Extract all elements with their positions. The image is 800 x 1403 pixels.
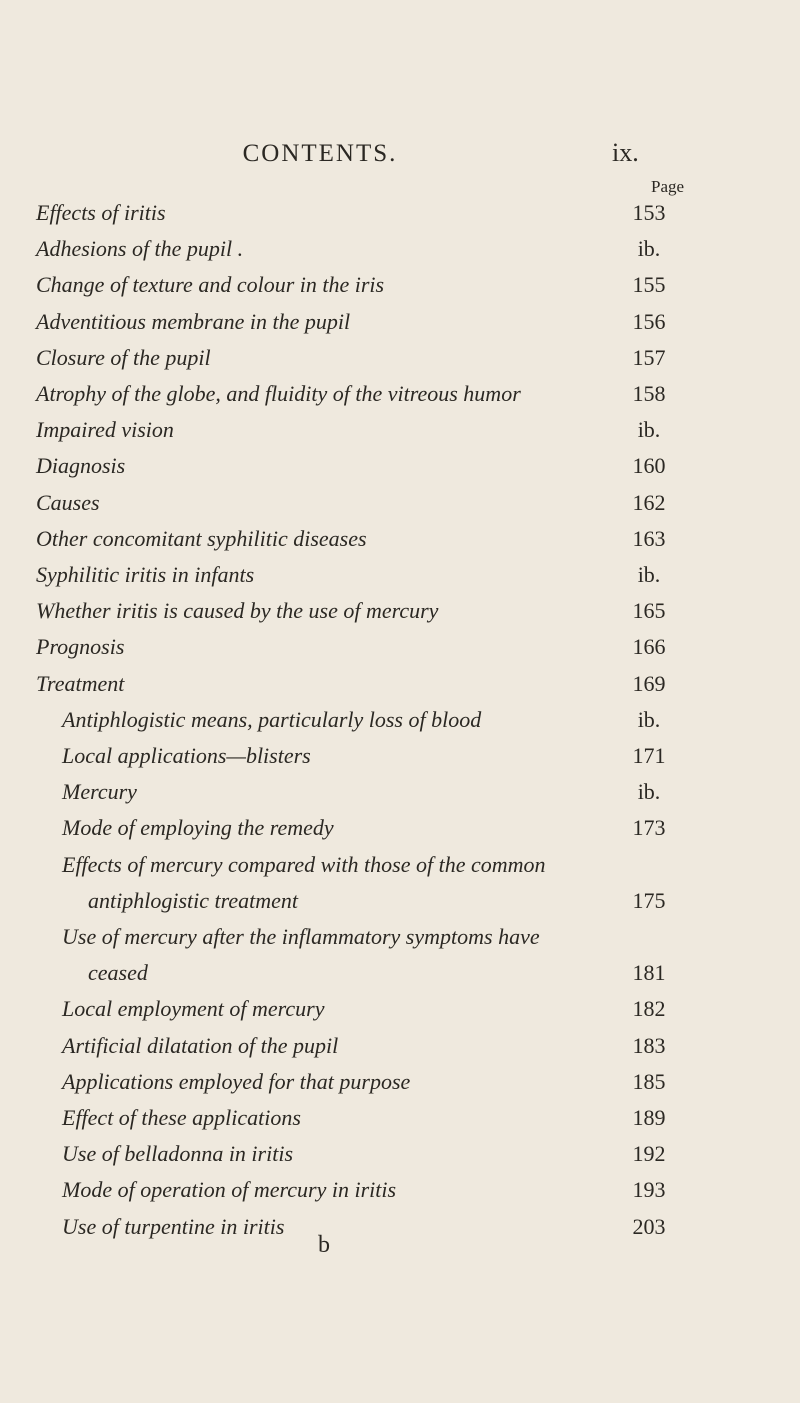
toc-entry-title: Mode of employing the remedy — [62, 815, 334, 840]
toc-entry-title: ceased — [88, 960, 148, 985]
toc-entry — [62, 705, 726, 735]
toc-entry-page: 203 — [632, 1214, 666, 1239]
toc-entry-title: Impaired vision — [36, 417, 174, 442]
toc-entry-title: Use of mercury after the inflammatory symptoms have — [62, 924, 540, 949]
toc-entry-page: 158 — [632, 381, 666, 406]
page-title: CONTENTS. — [242, 140, 398, 167]
toc-entry-page: 160 — [632, 453, 666, 478]
toc-entry-title: Prognosis — [36, 634, 125, 659]
toc-entry-title: Change of texture and colour in the iris — [36, 272, 385, 297]
toc-entry — [62, 1031, 726, 1061]
toc-entry — [62, 1175, 726, 1205]
toc-entry-page: 175 — [632, 888, 666, 913]
toc-entry-page: 156 — [632, 309, 666, 334]
toc-entry-title: Treatment — [36, 671, 125, 696]
toc-entry-title: Syphilitic iritis in infants — [36, 562, 255, 587]
toc-entry-page: ib. — [637, 707, 661, 732]
toc-entry-page: 189 — [632, 1105, 666, 1130]
toc-entry-title: Causes — [36, 490, 100, 515]
toc-entry-title: Applications employed for that purpose — [62, 1069, 411, 1094]
toc-entry — [36, 415, 726, 445]
toc-entry-page: ib. — [637, 779, 661, 804]
toc-entry-page: 157 — [632, 345, 666, 370]
toc-entry — [36, 270, 726, 300]
toc-entry-title: Antiphlogistic means, particularly loss of blood — [62, 707, 482, 732]
toc-entry — [62, 777, 726, 807]
toc-entry-page: 171 — [632, 743, 666, 768]
toc-entry-page: 165 — [632, 598, 666, 623]
toc-entry-title: Effect of these applications — [62, 1105, 301, 1130]
toc-entry-title: Whether iritis is caused by the use of mercury — [36, 598, 439, 623]
toc-entry-title: Effects of mercury compared with those of the common — [62, 852, 546, 877]
page-column-label: Page — [651, 177, 685, 196]
toc-entry-title: Adhesions of the pupil . — [36, 236, 244, 261]
toc-entry — [62, 922, 726, 952]
toc-entry-title: Effects of iritis — [36, 200, 166, 225]
toc-entry-title: Closure of the pupil — [36, 345, 211, 370]
toc-entry-title: Other concomitant syphilitic diseases — [36, 526, 367, 551]
toc-entry-page: 155 — [632, 272, 666, 297]
toc-entry — [36, 596, 726, 626]
toc-entry — [36, 343, 726, 373]
toc-entry — [62, 1067, 726, 1097]
toc-entry — [36, 524, 726, 554]
toc-entry-title: Local employment of mercury — [62, 996, 325, 1021]
toc-entry — [36, 379, 726, 409]
toc-entry — [36, 234, 726, 264]
toc-entry-title: Local applications—blisters — [62, 743, 311, 768]
toc-entry — [62, 994, 726, 1024]
toc-entry-page: 166 — [632, 634, 666, 659]
toc-entry-title: Atrophy of the globe, and fluidity of the vitreous humor — [36, 381, 521, 406]
signature-mark: b — [318, 1232, 330, 1258]
toc-entry-page: 185 — [632, 1069, 666, 1094]
toc-entry — [62, 1212, 726, 1242]
toc-entry — [36, 488, 726, 518]
toc-entry — [62, 813, 726, 843]
toc-entry-title: Diagnosis — [36, 453, 126, 478]
toc-entry-page: ib. — [637, 417, 661, 442]
toc-entry — [62, 741, 726, 771]
toc-entry-page: 153 — [632, 200, 666, 225]
toc-entry — [36, 669, 726, 699]
toc-entry-title: antiphlogistic treatment — [88, 888, 298, 913]
toc-entry — [62, 1139, 726, 1169]
toc-entry-title: Mode of operation of mercury in iritis — [62, 1177, 397, 1202]
toc-entry — [36, 560, 726, 590]
toc-entry-title: Adventitious membrane in the pupil — [36, 309, 351, 334]
toc-entry — [36, 198, 726, 228]
toc-entry — [88, 886, 726, 916]
toc-entry-title: Use of turpentine in iritis — [62, 1214, 285, 1239]
toc-entry-page: 169 — [632, 671, 666, 696]
toc-entry-page: 181 — [632, 960, 666, 985]
toc-entry-page: 163 — [632, 526, 666, 551]
toc-entry-page: 192 — [632, 1141, 666, 1166]
toc-entry — [62, 850, 726, 880]
toc-entry — [62, 1103, 726, 1133]
toc-entry — [36, 632, 726, 662]
toc-entry-title: Artificial dilatation of the pupil — [62, 1033, 339, 1058]
toc-entry-page: 183 — [632, 1033, 666, 1058]
toc-entry-title: Use of belladonna in iritis — [62, 1141, 293, 1166]
toc-entry-page: 173 — [632, 815, 666, 840]
toc-entry-page: 182 — [632, 996, 666, 1021]
toc-entry-page: ib. — [637, 562, 661, 587]
folio-number: ix. — [612, 138, 639, 167]
toc-entry — [36, 451, 726, 481]
toc-entry — [88, 958, 726, 988]
toc-entry-page: 162 — [632, 490, 666, 515]
toc-entry-page: 193 — [632, 1177, 666, 1202]
toc-entry-title: Mercury — [62, 779, 137, 804]
toc-entry — [36, 307, 726, 337]
toc-entry-page: ib. — [637, 236, 661, 261]
